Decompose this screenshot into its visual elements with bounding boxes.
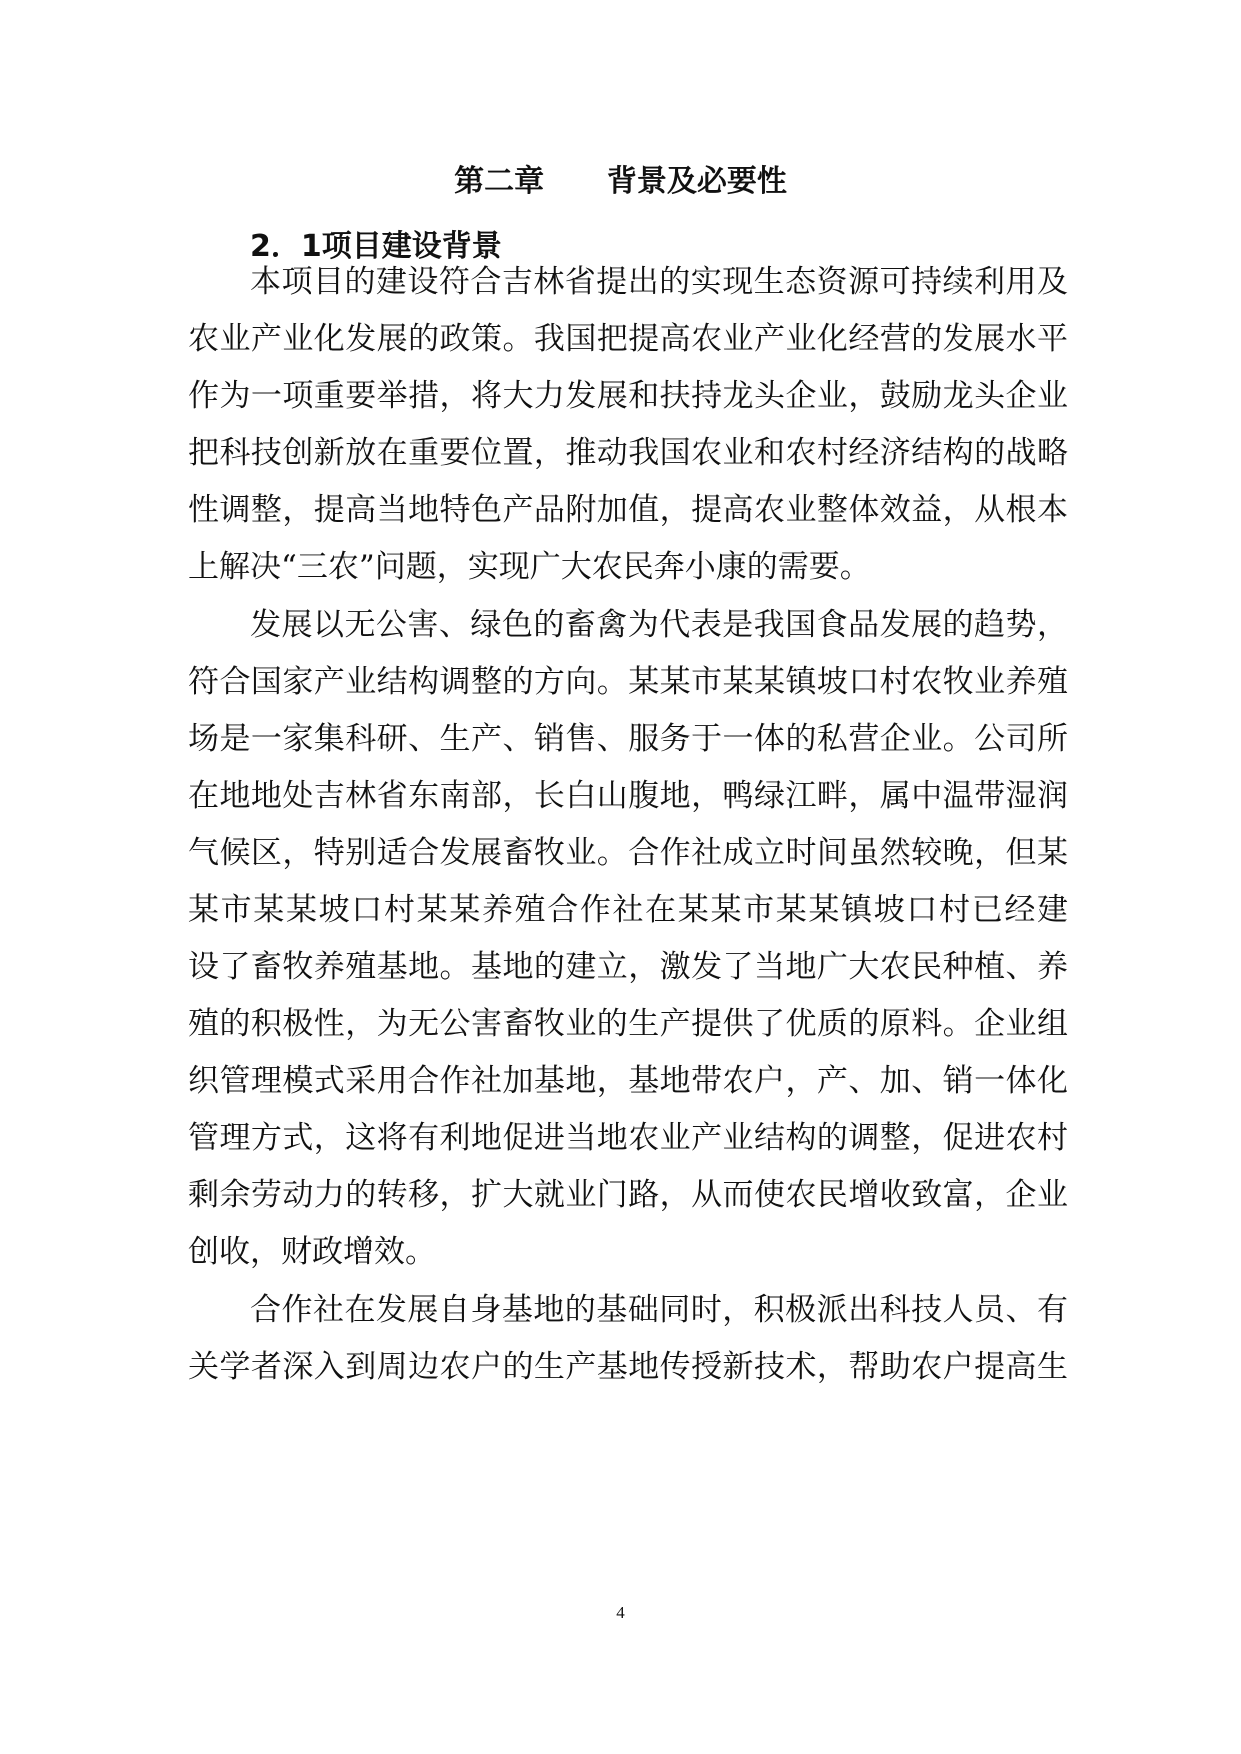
page-number: 4 (616, 1603, 625, 1622)
chapter-title: 第二章 背景及必要性 (454, 164, 787, 199)
paragraph-3-line-1: 合作社在发展自身基地的基础同时，积极派出科技人员、有 (250, 1292, 1068, 1328)
paragraph-2-line-1: 发展以无公害、绿色的畜禽为代表是我国食品发展的趋势， (250, 607, 1068, 643)
paragraph-1-line-1: 本项目的建设符合吉林省提出的实现生态资源可持续利用及 (250, 264, 1068, 300)
paragraph-2-line-10: 管理方式，这将有利地促进当地农业产业结构的调整，促进农村 (188, 1120, 1068, 1156)
paragraph-2-line-4: 在地地处吉林省东南部，长白山腹地，鸭绿江畔，属中温带湿润 (188, 778, 1068, 814)
paragraph-1-line-4: 把科技创新放在重要位置，推动我国农业和农村经济结构的战略 (188, 435, 1068, 471)
paragraph-2-line-3: 场是一家集科研、生产、销售、服务于一体的私营企业。公司所 (188, 721, 1068, 757)
paragraph-1-line-3: 作为一项重要举措，将大力发展和扶持龙头企业，鼓励龙头企业 (188, 378, 1068, 414)
paragraph-2-line-7: 设了畜牧养殖基地。基地的建立，激发了当地广大农民种植、养 (188, 949, 1068, 985)
paragraph-1-line-6: 上解决“三农”问题，实现广大农民奔小康的需要。 (188, 549, 871, 585)
paragraph-2-line-2: 符合国家产业结构调整的方向。某某市某某镇坡口村农牧业养殖 (188, 664, 1068, 700)
paragraph-3-line-2: 关学者深入到周边农户的生产基地传授新技术，帮助农户提高生 (188, 1349, 1068, 1385)
section-heading: 2．1项目建设背景 (250, 229, 502, 264)
paragraph-2-line-12: 创收，财政增效。 (188, 1234, 436, 1270)
paragraph-2-line-5: 气候区，特别适合发展畜牧业。合作社成立时间虽然较晚，但某 (188, 835, 1068, 871)
paragraph-2-line-8: 殖的积极性，为无公害畜牧业的生产提供了优质的原料。企业组 (188, 1006, 1068, 1042)
paragraph-1-line-5: 性调整，提高当地特色产品附加值，提高农业整体效益，从根本 (188, 492, 1068, 528)
paragraph-2-line-6: 某市某某坡口村某某养殖合作社在某某市某某镇坡口村已经建 (188, 892, 1068, 928)
paragraph-1-line-2: 农业产业化发展的政策。我国把提高农业产业化经营的发展水平 (188, 321, 1068, 357)
paragraph-2-line-9: 织管理模式采用合作社加基地，基地带农户，产、加、销一体化 (188, 1063, 1068, 1099)
paragraph-2-line-11: 剩余劳动力的转移，扩大就业门路，从而使农民增收致富，企业 (188, 1177, 1068, 1213)
